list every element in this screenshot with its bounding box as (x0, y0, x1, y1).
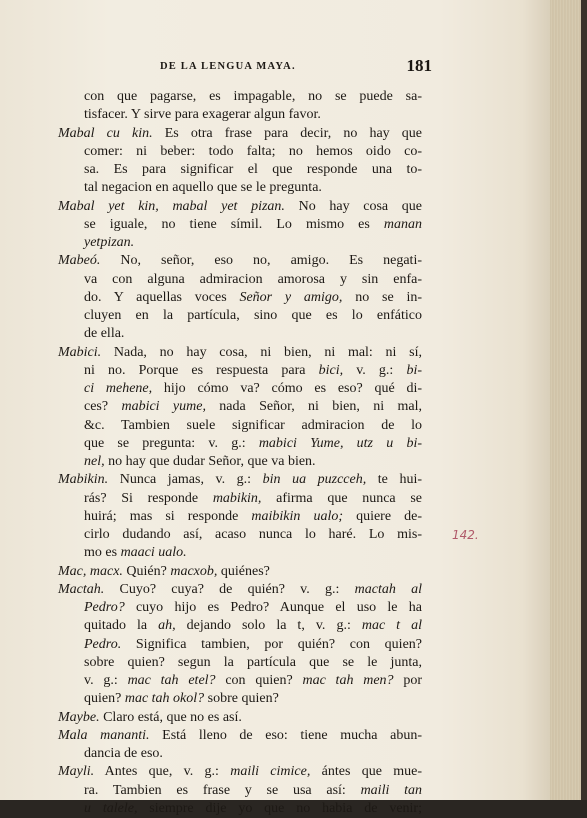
text-line (58, 544, 422, 562)
text-line (58, 745, 422, 763)
text-segment: dancia de eso. (84, 746, 163, 761)
italic-text: mabikin, (212, 490, 262, 506)
text-segment: con que pagarse, es impagable, no se puede sa- (84, 89, 422, 104)
text-line (58, 344, 422, 362)
text-segment: &c. Tambien suele significar admiracion de lo (84, 417, 422, 433)
body-text (58, 88, 422, 818)
text-segment: que se pregunta: v. g.: (84, 435, 259, 451)
italic-text: Mabeó. (58, 253, 101, 269)
text-line (58, 179, 422, 197)
text-segment: Está lleno de eso: tiene mucha abun- (149, 727, 422, 743)
italic-text: mac tah etel? (127, 673, 216, 688)
italic-text: manan (383, 216, 422, 232)
italic-text: bici, (318, 362, 344, 378)
italic-text: Mabal yet kin, mabal yet pizan. (58, 198, 285, 214)
italic-text: mac tah men? (302, 673, 394, 688)
italic-text: Señor y amigo, (239, 289, 343, 305)
italic-text: ci mehene, (84, 381, 153, 396)
text-line (58, 581, 422, 599)
italic-text: Mabici. (58, 344, 102, 360)
text-line (58, 307, 422, 325)
text-segment: Nada, no hay cosa, ni bien, ni mal: ni sí, (101, 344, 422, 360)
italic-text: u talele, (84, 800, 138, 816)
text-segment: no hay que dudar Señor, que va bien. (104, 454, 316, 469)
italic-text: Mactah. (58, 581, 105, 597)
italic-text: maaci ualo. (120, 545, 187, 561)
italic-text: Mabal cu kin. (58, 125, 153, 141)
text-line (58, 727, 422, 745)
text-segment: Antes que, v. g.: (94, 764, 231, 780)
text-segment: comer: ni beber: todo falta; no hemos oido co- (84, 143, 422, 159)
text-segment: quien? (84, 691, 125, 707)
text-segment: ni no. Porque es respuesta para (84, 362, 319, 378)
text-segment: huirá; mas si responde (84, 508, 252, 524)
text-line (58, 453, 422, 471)
text-segment: dejando solo la t, v. g.: (175, 618, 362, 634)
text-line (58, 435, 422, 453)
text-segment: rás? Si responde (84, 490, 213, 506)
text-line (58, 234, 422, 252)
italic-text: bin ua puzcceh, (262, 472, 367, 488)
text-segment: cluyen en la partícula, sino que es lo enfático (84, 308, 422, 323)
text-line (58, 143, 422, 161)
text-segment: ra. Tambien es frase y se usa así: (84, 782, 361, 798)
text-segment: no se in- (342, 289, 422, 305)
text-segment: v. g.: (84, 673, 128, 688)
text-line (58, 617, 422, 635)
text-segment: Es otra frase para decir, no hay que (152, 125, 423, 141)
text-segment: Quién? (122, 563, 171, 579)
text-line (58, 599, 422, 617)
italic-text: mac t al (361, 618, 422, 634)
text-line (58, 563, 422, 581)
text-segment: do. Y aquellas voces (84, 289, 240, 305)
italic-text: ah, (158, 618, 176, 634)
text-segment: va con alguna admiracion amorosa y sin enfa- (84, 271, 422, 287)
text-segment: nada Señor, ni bien, ni mal, (205, 399, 422, 415)
text-segment: Claro está, que no es así. (99, 709, 242, 725)
text-line (58, 125, 422, 143)
text-segment: v. g.: (343, 362, 407, 378)
text-line (58, 106, 422, 124)
text-line (58, 782, 422, 800)
text-segment: quiere de- (343, 508, 422, 524)
italic-text: maili tan (360, 782, 422, 798)
text-segment: hijo cómo va? cómo es eso? qué di- (152, 381, 422, 396)
text-segment: cuyo hijo es Pedro? Aunque el uso le ha (124, 600, 422, 615)
text-segment: cirlo dudando así, acaso nunca lo haré. Lo mis- (84, 527, 422, 542)
italic-text: mactah al (354, 581, 422, 597)
text-line (58, 398, 422, 416)
italic-text: mabici yume, (121, 399, 206, 415)
text-line (58, 362, 422, 380)
text-line (58, 271, 422, 289)
italic-text: Mayli. (58, 764, 95, 780)
italic-text: macxob, (170, 563, 218, 579)
text-segment: tal negacion en aquello que se le pregunta. (84, 180, 322, 196)
text-line (58, 471, 422, 489)
italic-text: Maybe. (58, 709, 100, 725)
text-line (58, 88, 422, 106)
text-segment: sobre quien? segun la partícula que se le junta, (84, 654, 422, 670)
text-segment: te hui- (366, 472, 423, 488)
italic-text: Mala mananti. (58, 727, 150, 743)
text-line (58, 252, 422, 270)
text-line (58, 636, 422, 654)
text-segment: No, señor, eso no, amigo. Es negati- (100, 253, 422, 269)
italic-text: yetpizan. (84, 235, 135, 250)
text-segment: ántes que mue- (310, 764, 422, 780)
text-segment: se iguale, no tiene símil. Lo mismo es (84, 216, 384, 232)
text-line (58, 508, 422, 526)
text-line (58, 216, 422, 234)
text-segment: Significa tambien, por quién? con quien? (121, 636, 422, 652)
page-number: 181 (406, 56, 432, 75)
text-segment: No hay cosa que (284, 198, 422, 214)
text-line (58, 490, 422, 508)
text-segment: mo es (84, 545, 121, 561)
text-segment: sobre quien? (204, 691, 279, 707)
text-segment: quitado la (84, 618, 159, 634)
text-line (58, 800, 422, 818)
running-title: DE LA LENGUA MAYA. (160, 61, 296, 72)
text-segment: por (393, 673, 423, 688)
italic-text: Pedro. (84, 636, 122, 652)
italic-text: maili cimice, (230, 764, 311, 780)
italic-text: nel, (84, 454, 105, 469)
text-line (58, 526, 422, 544)
italic-text: Mabikin. (58, 472, 109, 488)
text-line (58, 709, 422, 727)
italic-text: Mac, macx. (58, 563, 123, 579)
handwritten-margin-note: 142. (452, 528, 479, 542)
text-segment: Cuyo? cuya? de quién? v. g.: (104, 581, 355, 597)
text-segment: tisfacer. Y sirve para exagerar algun favor. (84, 107, 321, 123)
text-line (58, 690, 422, 708)
text-line (58, 417, 422, 435)
text-segment: siempre dije yo que no habia de venir; (137, 800, 422, 816)
text-segment: con quien? (215, 673, 303, 688)
text-segment: afirma que nunca se (261, 490, 422, 506)
italic-text: mac tah okol? (124, 691, 205, 707)
text-line (58, 325, 422, 343)
text-line (58, 380, 422, 398)
italic-text: mabici Yume, utz u bi- (258, 435, 422, 451)
text-line (58, 763, 422, 781)
text-line (58, 161, 422, 179)
page-header (88, 56, 432, 76)
text-segment: ces? (84, 399, 122, 415)
text-line (58, 672, 422, 690)
text-segment: quiénes? (217, 563, 270, 579)
text-segment: de ella. (84, 326, 125, 342)
italic-text: Pedro? (84, 600, 125, 615)
text-segment: Nunca jamas, v. g.: (108, 472, 263, 488)
italic-text: bi- (406, 362, 422, 378)
text-line (58, 198, 422, 216)
text-line (58, 289, 422, 307)
text-line (58, 654, 422, 672)
page-edges (550, 0, 587, 800)
text-segment: sa. Es para significar el que responde una to- (84, 162, 422, 177)
italic-text: maibikin ualo; (251, 508, 343, 524)
